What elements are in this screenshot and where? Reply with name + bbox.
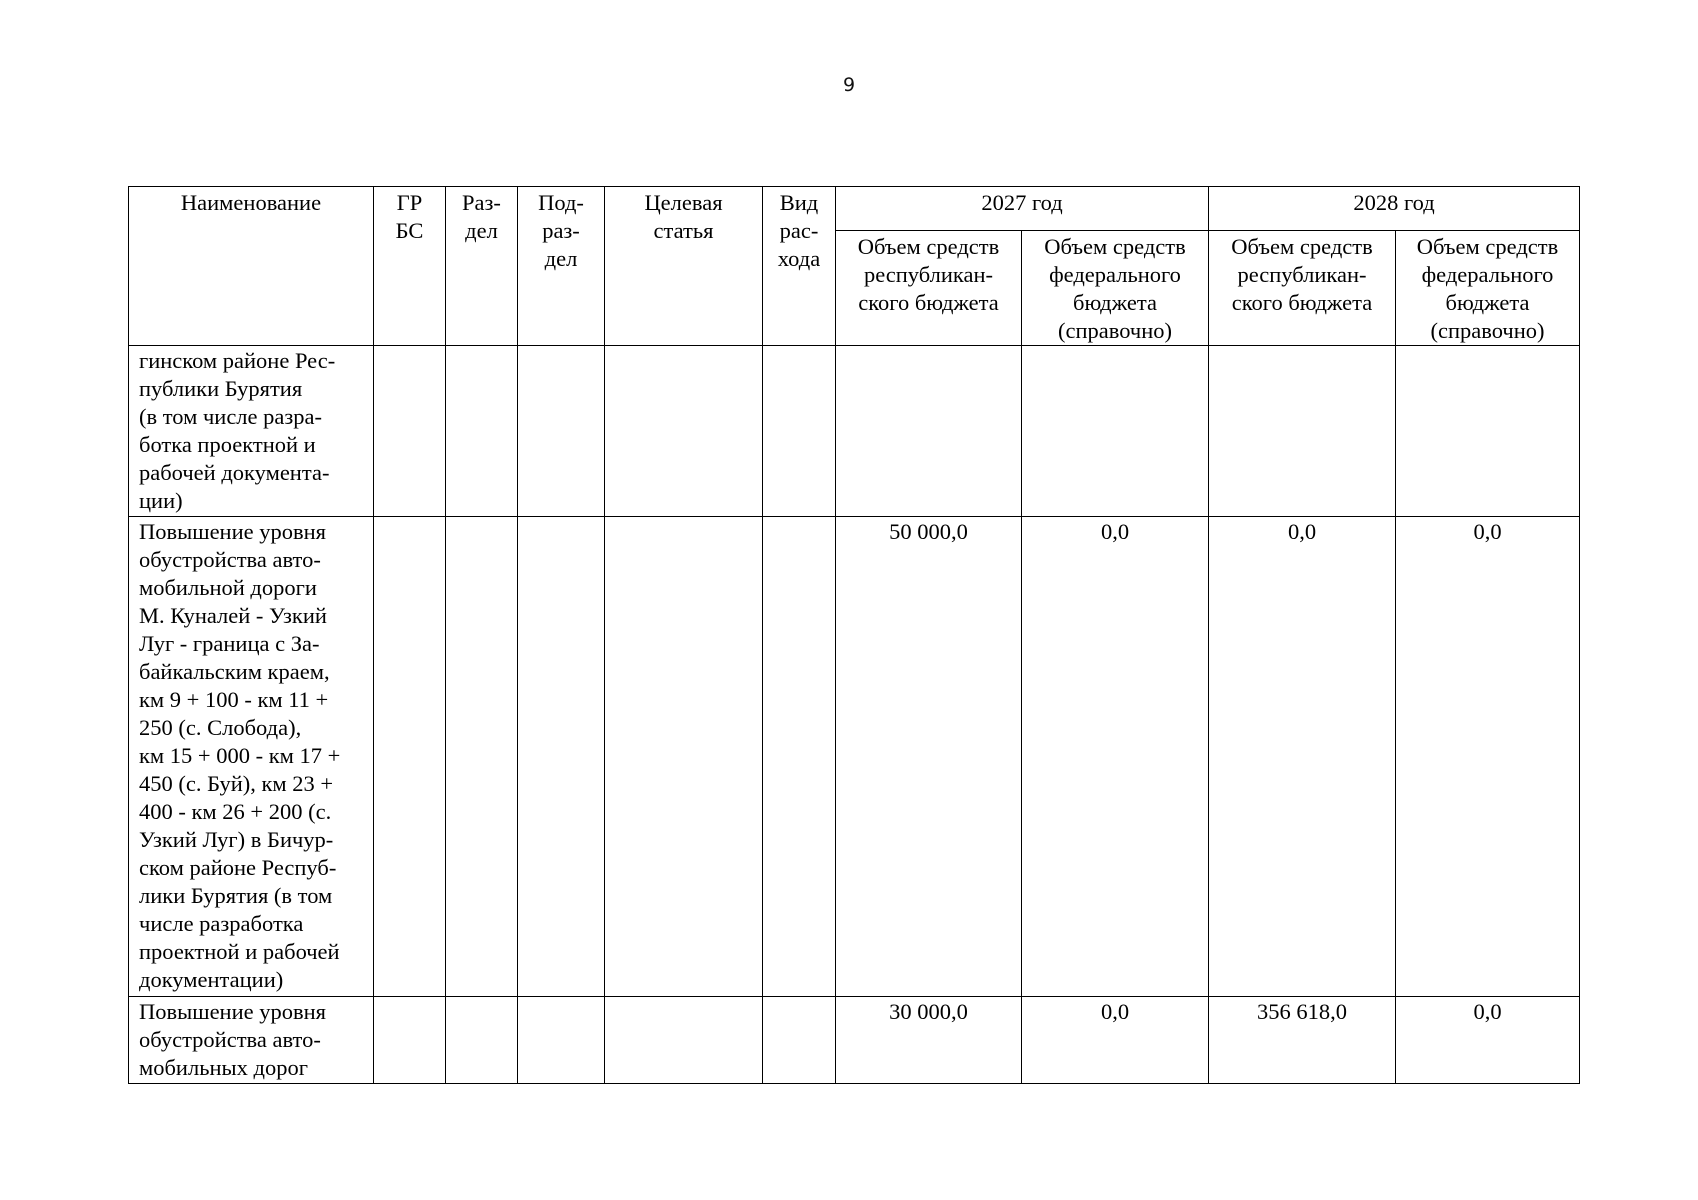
- expense-type-cell: [763, 346, 836, 517]
- rep-budget-2028-cell: [1209, 346, 1396, 517]
- header-grbs: ГР БС: [374, 187, 446, 346]
- fed-budget-2028-cell: [1396, 346, 1580, 517]
- grbs-cell: [374, 997, 446, 1084]
- table-row: [129, 517, 1580, 997]
- header-rep-budget-2027: Объем средств республикан- ского бюджета: [836, 231, 1022, 346]
- header-year-2027: 2027 год: [836, 187, 1209, 231]
- row-name-cell: Повышение уровня обустройства авто- мобильных дорог: [129, 997, 374, 1084]
- expense-type-cell: [763, 517, 836, 997]
- fed-budget-2027-cell: 0,0: [1022, 517, 1209, 997]
- header-fed-budget-2027: Объем средств федерального бюджета (справочно): [1022, 231, 1209, 346]
- subsection-cell: [518, 997, 605, 1084]
- header-subsection: Под- раз- дел: [518, 187, 605, 346]
- grbs-cell: [374, 346, 446, 517]
- page-number: 9: [842, 74, 856, 96]
- fed-budget-2028-cell: 0,0: [1396, 997, 1580, 1084]
- fed-budget-2027-cell: [1022, 346, 1209, 517]
- header-year-2028: 2028 год: [1209, 187, 1580, 231]
- header-target-article: Целевая статья: [605, 187, 763, 346]
- expense-type-cell: [763, 997, 836, 1084]
- target-article-cell: [605, 346, 763, 517]
- header-expense-type: Вид рас- хода: [763, 187, 836, 346]
- rep-budget-2027-cell: [836, 346, 1022, 517]
- rep-budget-2028-cell: 0,0: [1209, 517, 1396, 997]
- grbs-cell: [374, 517, 446, 997]
- section-cell: [446, 517, 518, 997]
- header-fed-budget-2028: Объем средств федерального бюджета (справочно): [1396, 231, 1580, 346]
- subsection-cell: [518, 346, 605, 517]
- header-name: Наименование: [129, 187, 374, 346]
- target-article-cell: [605, 997, 763, 1084]
- target-article-cell: [605, 517, 763, 997]
- fed-budget-2028-cell: 0,0: [1396, 517, 1580, 997]
- row-name-cell: гинском районе Рес- публики Бурятия (в том числе разра- ботка проектной и рабочей документа- ции): [129, 346, 374, 517]
- rep-budget-2027-cell: 30 000,0: [836, 997, 1022, 1084]
- budget-table: [128, 186, 1580, 1084]
- table-row: [129, 346, 1580, 517]
- row-name-cell: Повышение уровня обустройства авто- мобильной дороги М. Куналей - Узкий Луг - граница с За- байкальским краем, км 9 + 100 - км 11 + 250 (с. Слобода), км 15 + 000 - км 17 + 450 (с. Буй), км 23 + 400 - км 26 + 200 (с. Узкий Луг) в Бичур- ском районе Респуб- лики Бурятия (в том числе разработка проектной и рабочей документации): [129, 517, 374, 997]
- rep-budget-2027-cell: 50 000,0: [836, 517, 1022, 997]
- header-rep-budget-2028: Объем средств республикан- ского бюджета: [1209, 231, 1396, 346]
- subsection-cell: [518, 517, 605, 997]
- section-cell: [446, 997, 518, 1084]
- table-row: [129, 997, 1580, 1084]
- section-cell: [446, 346, 518, 517]
- header-section: Раз- дел: [446, 187, 518, 346]
- fed-budget-2027-cell: 0,0: [1022, 997, 1209, 1084]
- rep-budget-2028-cell: 356 618,0: [1209, 997, 1396, 1084]
